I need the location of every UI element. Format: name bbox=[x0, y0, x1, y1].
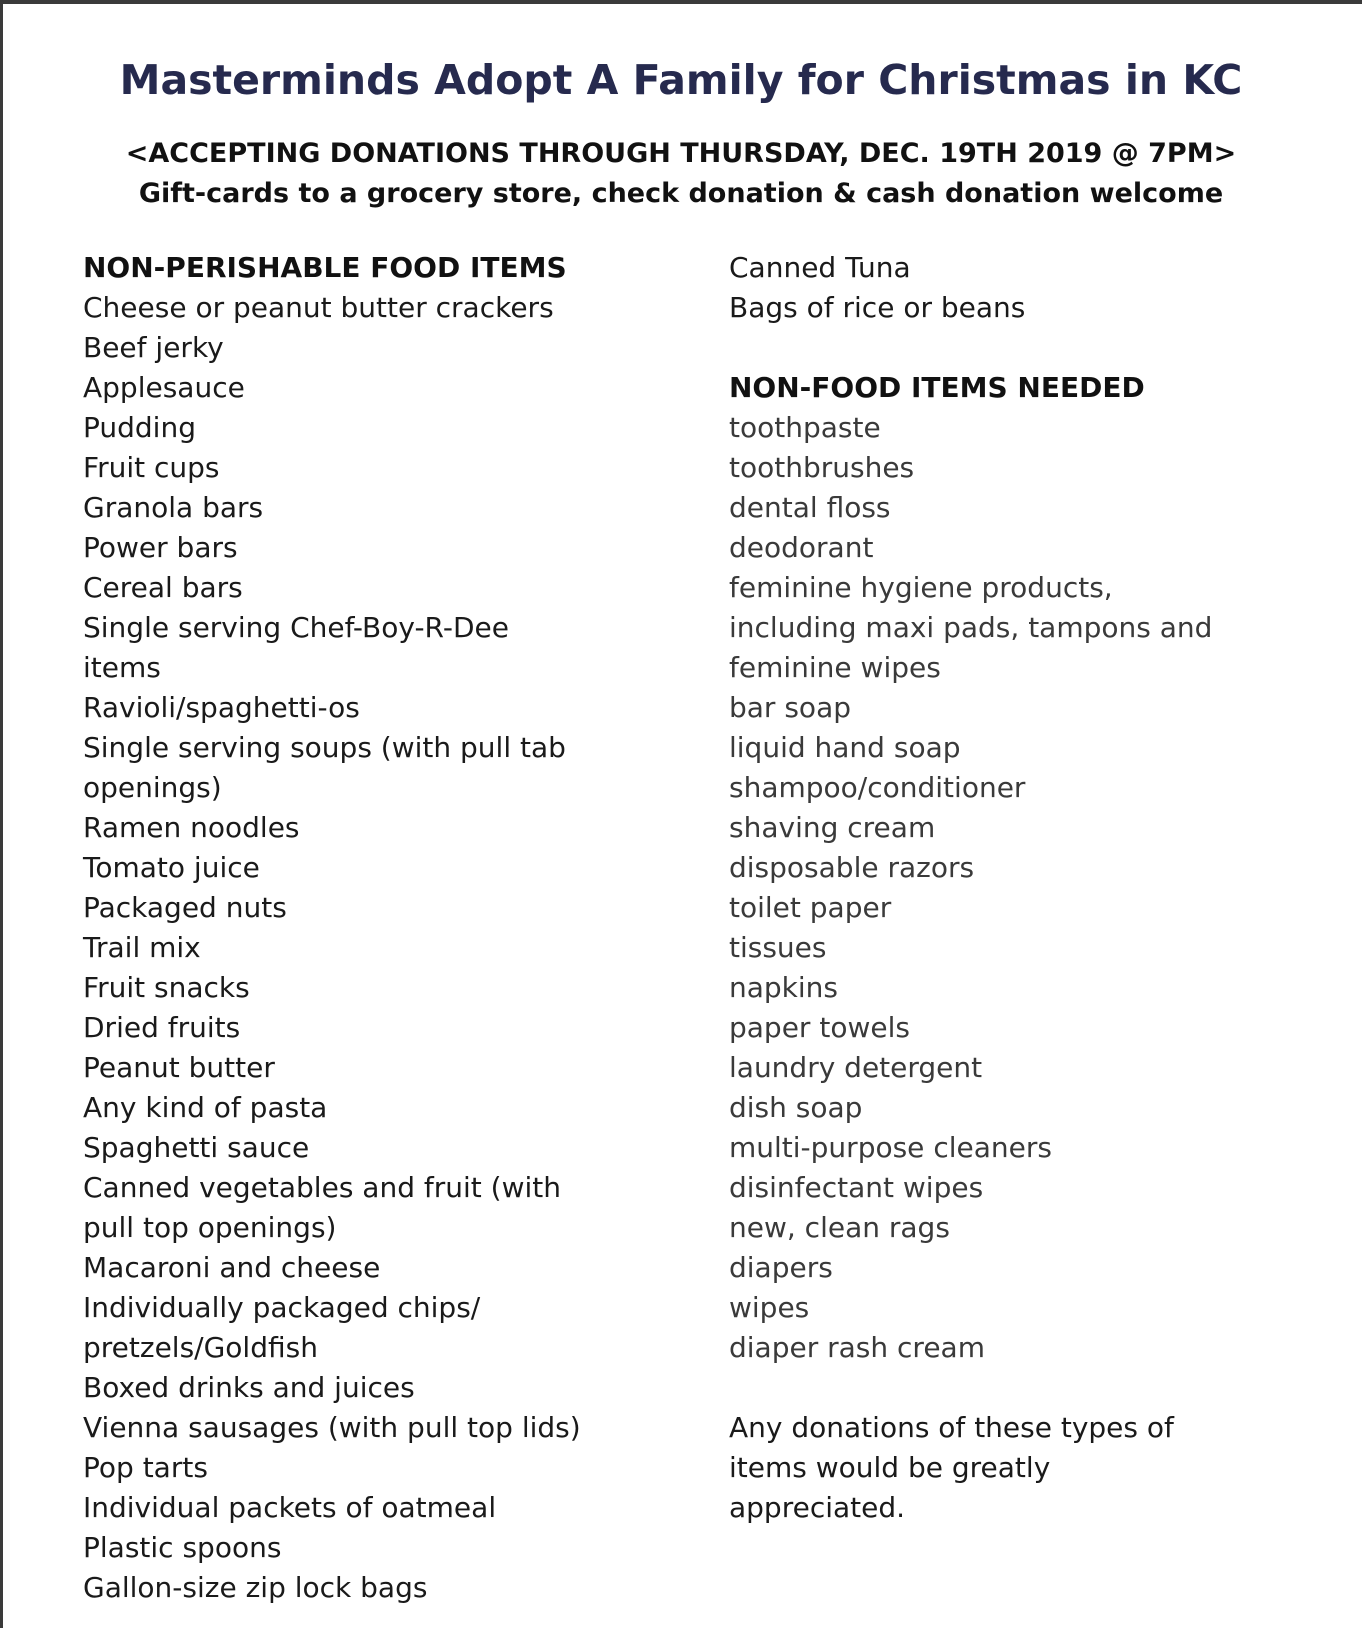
list-item: new, clean rags bbox=[729, 1211, 950, 1244]
spacer bbox=[729, 1368, 1349, 1408]
list-item: Spaghetti sauce bbox=[83, 1131, 310, 1164]
list-item: Gallon-size zip lock bags bbox=[83, 1571, 428, 1604]
donation-types: Gift-cards to a grocery store, check donation & cash donation welcome bbox=[138, 178, 1224, 209]
list-item: Individual packets of oatmeal bbox=[83, 1491, 497, 1524]
food-items-heading: NON-PERISHABLE FOOD ITEMS bbox=[83, 251, 567, 284]
list-item: Tomato juice bbox=[83, 851, 260, 884]
non-food-items-heading: NON-FOOD ITEMS NEEDED bbox=[729, 371, 1145, 404]
list-item: including maxi pads, tampons and bbox=[729, 611, 1213, 644]
list-item: Vienna sausages (with pull top lids) bbox=[83, 1411, 581, 1444]
list-item: pull top openings) bbox=[83, 1211, 337, 1244]
list-item: Fruit cups bbox=[83, 451, 220, 484]
list-item: feminine wipes bbox=[729, 651, 941, 684]
list-item: disposable razors bbox=[729, 851, 975, 884]
list-item: tissues bbox=[729, 931, 827, 964]
list-item: feminine hygiene products, bbox=[729, 571, 1113, 604]
closing-note-line: appreciated. bbox=[729, 1491, 906, 1524]
list-item: Macaroni and cheese bbox=[83, 1251, 381, 1284]
list-item: dish soap bbox=[729, 1091, 863, 1124]
donation-deadline: <ACCEPTING DONATIONS THROUGH THURSDAY, DEC. 19TH 2019 @ 7PM> bbox=[125, 138, 1237, 169]
list-item: toilet paper bbox=[729, 891, 892, 924]
list-item: Single serving Chef-Boy-R-Dee bbox=[83, 611, 509, 644]
list-item: shampoo/conditioner bbox=[729, 771, 1026, 804]
list-item: Granola bars bbox=[83, 491, 264, 524]
list-item: Cereal bars bbox=[83, 571, 243, 604]
list-item: Power bars bbox=[83, 531, 238, 564]
list-item: Canned vegetables and fruit (with bbox=[83, 1171, 561, 1204]
list-item: Any kind of pasta bbox=[83, 1091, 328, 1124]
list-item: diapers bbox=[729, 1251, 833, 1284]
list-item: Peanut butter bbox=[83, 1051, 275, 1084]
page-title: Masterminds Adopt A Family for Christmas in KC bbox=[119, 56, 1243, 104]
list-item: Pop tarts bbox=[83, 1451, 208, 1484]
list-item: napkins bbox=[729, 971, 839, 1004]
list-item: pretzels/Goldfish bbox=[83, 1331, 318, 1364]
list-item: Ramen noodles bbox=[83, 811, 300, 844]
list-item: Single serving soups (with pull tab bbox=[83, 731, 566, 764]
right-column bbox=[729, 248, 1349, 1528]
list-item: Cheese or peanut butter crackers bbox=[83, 291, 554, 324]
spacer bbox=[729, 328, 1349, 368]
list-item: wipes bbox=[729, 1291, 810, 1324]
list-item: shaving cream bbox=[729, 811, 936, 844]
list-item: Individually packaged chips/ bbox=[83, 1291, 481, 1324]
list-item: Pudding bbox=[83, 411, 196, 444]
list-item: disinfectant wipes bbox=[729, 1171, 984, 1204]
food-items-column bbox=[83, 248, 683, 1608]
list-item: Plastic spoons bbox=[83, 1531, 282, 1564]
list-item: Ravioli/spaghetti-os bbox=[83, 691, 360, 724]
list-item: Trail mix bbox=[83, 931, 201, 964]
list-item: liquid hand soap bbox=[729, 731, 961, 764]
list-item: items bbox=[83, 651, 161, 684]
list-item: Bags of rice or beans bbox=[729, 291, 1026, 324]
list-item: Boxed drinks and juices bbox=[83, 1371, 415, 1404]
list-item: Dried fruits bbox=[83, 1011, 241, 1044]
closing-note-line: items would be greatly bbox=[729, 1451, 1051, 1484]
list-item: Packaged nuts bbox=[83, 891, 287, 924]
list-item: Canned Tuna bbox=[729, 251, 911, 284]
list-item: bar soap bbox=[729, 691, 851, 724]
list-item: laundry detergent bbox=[729, 1051, 983, 1084]
list-item: Applesauce bbox=[83, 371, 245, 404]
list-item: dental floss bbox=[729, 491, 891, 524]
list-item: toothpaste bbox=[729, 411, 881, 444]
list-item: toothbrushes bbox=[729, 451, 915, 484]
list-item: multi-purpose cleaners bbox=[729, 1131, 1052, 1164]
closing-note-line: Any donations of these types of bbox=[729, 1411, 1174, 1444]
list-item: paper towels bbox=[729, 1011, 910, 1044]
list-item: openings) bbox=[83, 771, 222, 804]
list-item: diaper rash cream bbox=[729, 1331, 985, 1364]
list-item: deodorant bbox=[729, 531, 874, 564]
list-item: Beef jerky bbox=[83, 331, 224, 364]
list-item: Fruit snacks bbox=[83, 971, 250, 1004]
